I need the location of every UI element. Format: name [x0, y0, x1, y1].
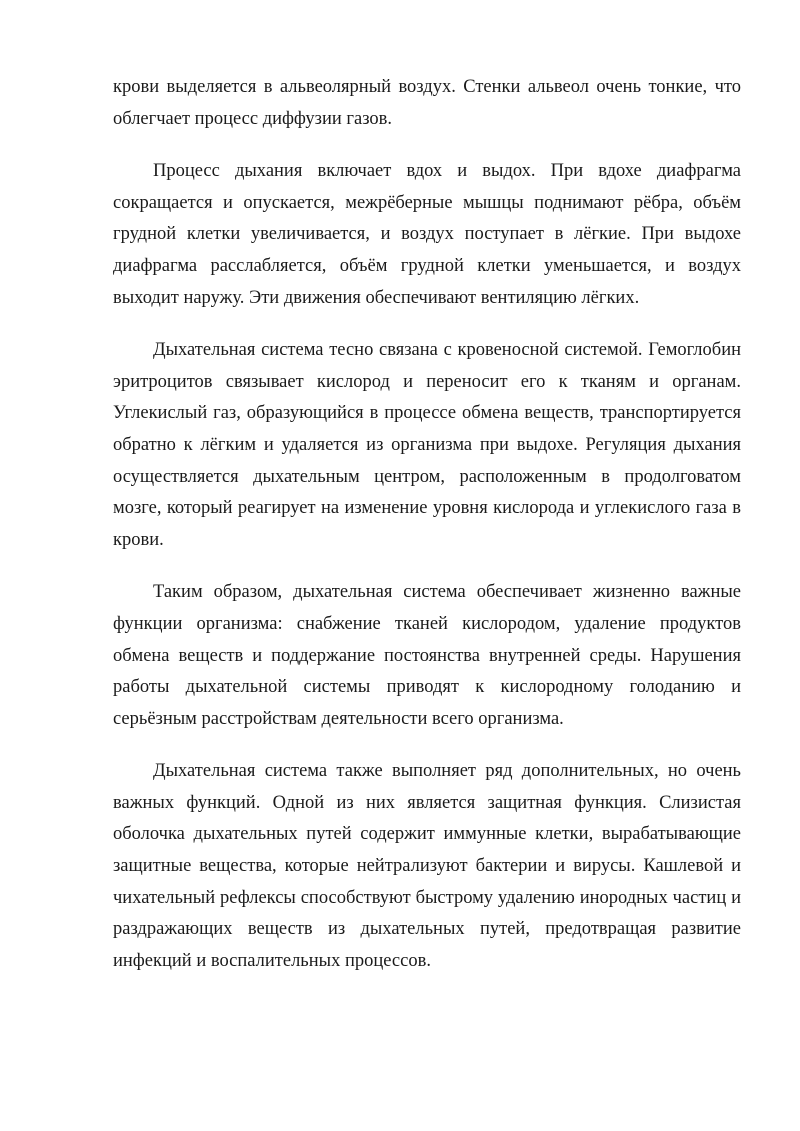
- paragraph-conclusion: Таким образом, дыхательная система обеспечивает жизненно важные функции организма: снабжение тканей кислородом, удаление продуктов обмена веществ и поддержание постоянства внутренней среды. Нарушения работы дыхательной системы приводят к кислородному голоданию и серьёзным расстройствам деятельности всего организма.: [113, 582, 741, 729]
- paragraph-breathing-process: Процесс дыхания включает вдох и выдох. При вдохе диафрагма сокращается и опускается, межрёберные мышцы поднимают рёбра, объём грудной клетки увеличивается, и воздух поступает в лёгкие. При выдохе диафрагма расслабляется, объём грудной клетки уменьшается, и воздух выходит наружу. Эти движения обеспечивают вентиляцию лёгких.: [113, 161, 741, 308]
- paragraph-continuation: крови выделяется в альвеолярный воздух. Стенки альвеол очень тонкие, что облегчает процесс диффузии газов.: [113, 77, 741, 129]
- document-body: [113, 72, 741, 998]
- paragraph-circulatory-link: Дыхательная система тесно связана с кровеносной системой. Гемоглобин эритроцитов связывает кислород и переносит его к тканям и органам. Углекислый газ, образующийся в процессе обмена веществ, транспортируется обратно к лёгким и удаляется из организма при выдохе. Регуляция дыхания осуществляется дыхательным центром, расположенным в продолговатом мозге, который реагирует на изменение уровня кислорода и углекислого газа в крови.: [113, 340, 741, 550]
- paragraph-protective-function: Дыхательная система также выполняет ряд дополнительных, но очень важных функций. Одной из них является защитная функция. Слизистая оболочка дыхательных путей содержит иммунные клетки, вырабатывающие защитные вещества, которые нейтрализуют бактерии и вирусы. Кашлевой и чихательный рефлексы способствуют быстрому удалению инородных частиц и раздражающих веществ из дыхательных путей, предотвращая развитие инфекций и воспалительных процессов.: [113, 761, 741, 971]
